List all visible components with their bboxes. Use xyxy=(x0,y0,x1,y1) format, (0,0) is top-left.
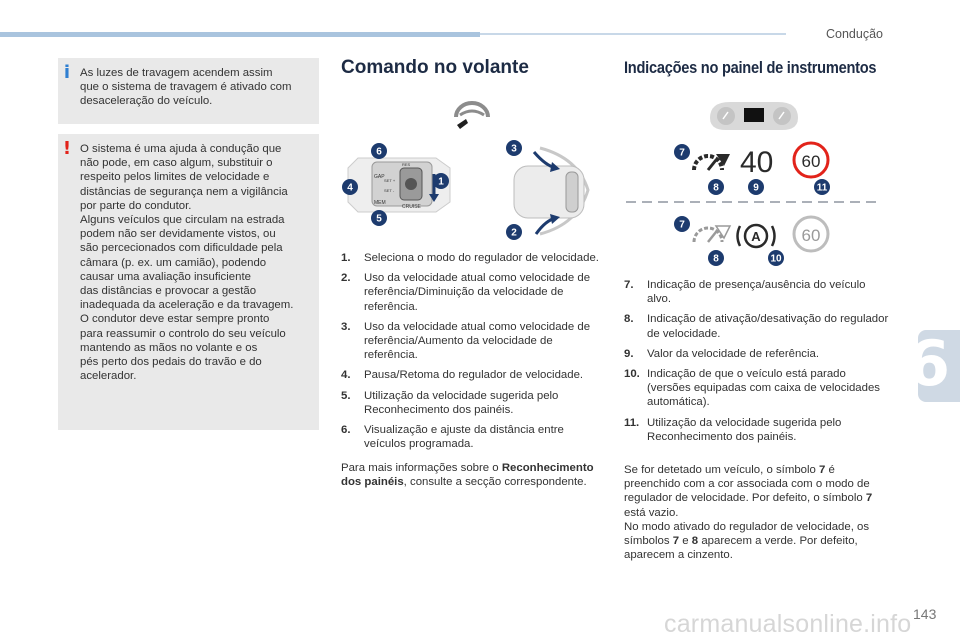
steering-title: Comando no volante xyxy=(341,57,529,78)
callout-7 xyxy=(674,144,690,160)
cluster-note: Se for detetado um veículo, o símbolo 7 é preenchido com a cor associada com o modo de regulador de velocidade. Por defeito, o símbolo 7 está vazio. No modo ativado do regulador de velocidade, os símbolos 7 e 8 aparecem a verde. Por defeito, aparecem a cinzento. xyxy=(624,464,873,562)
svg-text:8: 8 xyxy=(713,253,719,265)
svg-text:7: 7 xyxy=(679,219,685,231)
watermark: carmanualsonline.info xyxy=(664,610,912,638)
list-item: 4. Pausa/Retoma do regulador de velocidade. xyxy=(341,369,584,382)
cluster-list xyxy=(624,278,890,450)
steering-list xyxy=(341,251,606,457)
steering-wheel-icon xyxy=(452,97,492,133)
list-item: 10. Indicação de que o veículo está parado (versões equipadas com caixa de velocidades automática). xyxy=(624,368,881,409)
callout-2 xyxy=(506,224,522,240)
warning-icon: ! xyxy=(62,138,72,159)
auto-hold-icon: A xyxy=(751,229,761,244)
list-item: 8. Indicação de ativação/desativação do regulador de velocidade. xyxy=(624,313,889,340)
stalk-label-mem: MEM xyxy=(374,200,386,206)
cluster-title: Indicações no painel de instrumentos xyxy=(624,58,877,77)
reference-speed: 40 xyxy=(740,146,774,179)
svg-text:3: 3 xyxy=(511,143,517,155)
svg-text:4: 4 xyxy=(347,182,353,194)
callout-8 xyxy=(708,179,724,195)
svg-text:6: 6 xyxy=(376,146,382,158)
list-item: 1. Seleciona o modo do regulador de velocidade. xyxy=(341,252,599,264)
svg-text:10: 10 xyxy=(770,253,782,265)
header-bar xyxy=(0,32,480,37)
chapter-number: 6 xyxy=(906,327,950,400)
steering-more-info: Para mais informações sobre o Reconhecimento dos painéis, consulte a secção correspondente. xyxy=(341,462,594,489)
page-number: 143 xyxy=(913,606,937,622)
list-item: 11. Utilização da velocidade sugerida pelo Reconhecimento dos painéis. xyxy=(624,416,842,443)
info-icon: i xyxy=(63,62,71,83)
svg-text:1: 1 xyxy=(438,176,444,188)
info-note-text: As luzes de travagem acendem assim que o sistema de travagem é ativado com desaceleração do veículo. xyxy=(80,67,292,108)
instrument-cluster-icon xyxy=(706,98,802,134)
stalk-label-gap: GAP xyxy=(374,174,385,180)
svg-text:11: 11 xyxy=(816,182,828,194)
warning-note xyxy=(58,134,319,430)
callout-3 xyxy=(506,140,522,156)
callout-7 xyxy=(674,216,690,232)
cross-reference: Reconhecimento dos painéis xyxy=(341,462,594,489)
list-item: 2. Uso da velocidade atual como velocidade de referência/Diminuição da velocidade de referência. xyxy=(341,272,591,313)
callout-10 xyxy=(768,250,784,266)
stalk-label-set-minus: SET - xyxy=(384,188,395,193)
svg-text:8: 8 xyxy=(713,182,719,194)
speed-sign-inactive: 60 xyxy=(801,226,821,245)
list-item: 7. Indicação de presença/ausência do veículo alvo. xyxy=(624,279,866,306)
callout-6 xyxy=(371,143,387,159)
svg-text:9: 9 xyxy=(753,182,759,194)
callout-8 xyxy=(708,250,724,266)
svg-text:7: 7 xyxy=(679,147,685,159)
callout-9 xyxy=(748,179,764,195)
cluster-divider xyxy=(626,200,880,204)
cluster-inactive-diagram xyxy=(672,212,844,268)
speed-sign-active: 60 xyxy=(801,152,821,171)
list-item: 6. Visualização e ajuste da distância entre veículos programada. xyxy=(341,424,564,451)
stalk-label-cruise: CRUISE xyxy=(402,204,421,210)
svg-text:5: 5 xyxy=(376,213,382,225)
callout-1 xyxy=(433,173,449,189)
stalk-label-set-plus: SET + xyxy=(384,178,396,183)
steering-buttons-diagram xyxy=(500,138,600,242)
svg-text:2: 2 xyxy=(511,227,517,239)
list-item: 5. Utilização da velocidade sugerida pelo Reconhecimento dos painéis. xyxy=(341,389,559,416)
cluster-active-diagram xyxy=(672,140,844,198)
header-rule xyxy=(480,33,786,35)
callout-11 xyxy=(814,179,830,195)
list-item: 3. Uso da velocidade atual como velocidade de referência/Aumento da velocidade de referência. xyxy=(341,320,591,362)
info-note xyxy=(58,58,319,124)
list-item: 9. Valor da velocidade de referência. xyxy=(624,347,820,360)
callout-5 xyxy=(371,210,387,226)
cruise-stalk-diagram xyxy=(338,140,458,226)
stalk-label-res: RES xyxy=(402,162,411,167)
section-title: Condução xyxy=(826,27,883,41)
callout-4 xyxy=(342,179,358,195)
warning-note-text: O sistema é uma ajuda à condução que não pode, em caso algum, substituir o respeito pelos limites de velocidade e distâncias de segurança nem a vigilância por parte do condutor. Alguns veículos que circulam na estrada podem não ser devidamente vistos, ou são percecionados com dificuldade pela câmara (p. ex. um camião), podendo causar uma avaliação insuficiente das distâncias e provocar a gestão inadequada da aceleração e da travagem. O condutor deve estar sempre pronto para reassumir o controlo do seu veículo mantendo as mãos no volante e os pés perto dos pedais do travão e do acelerador. xyxy=(80,143,294,383)
